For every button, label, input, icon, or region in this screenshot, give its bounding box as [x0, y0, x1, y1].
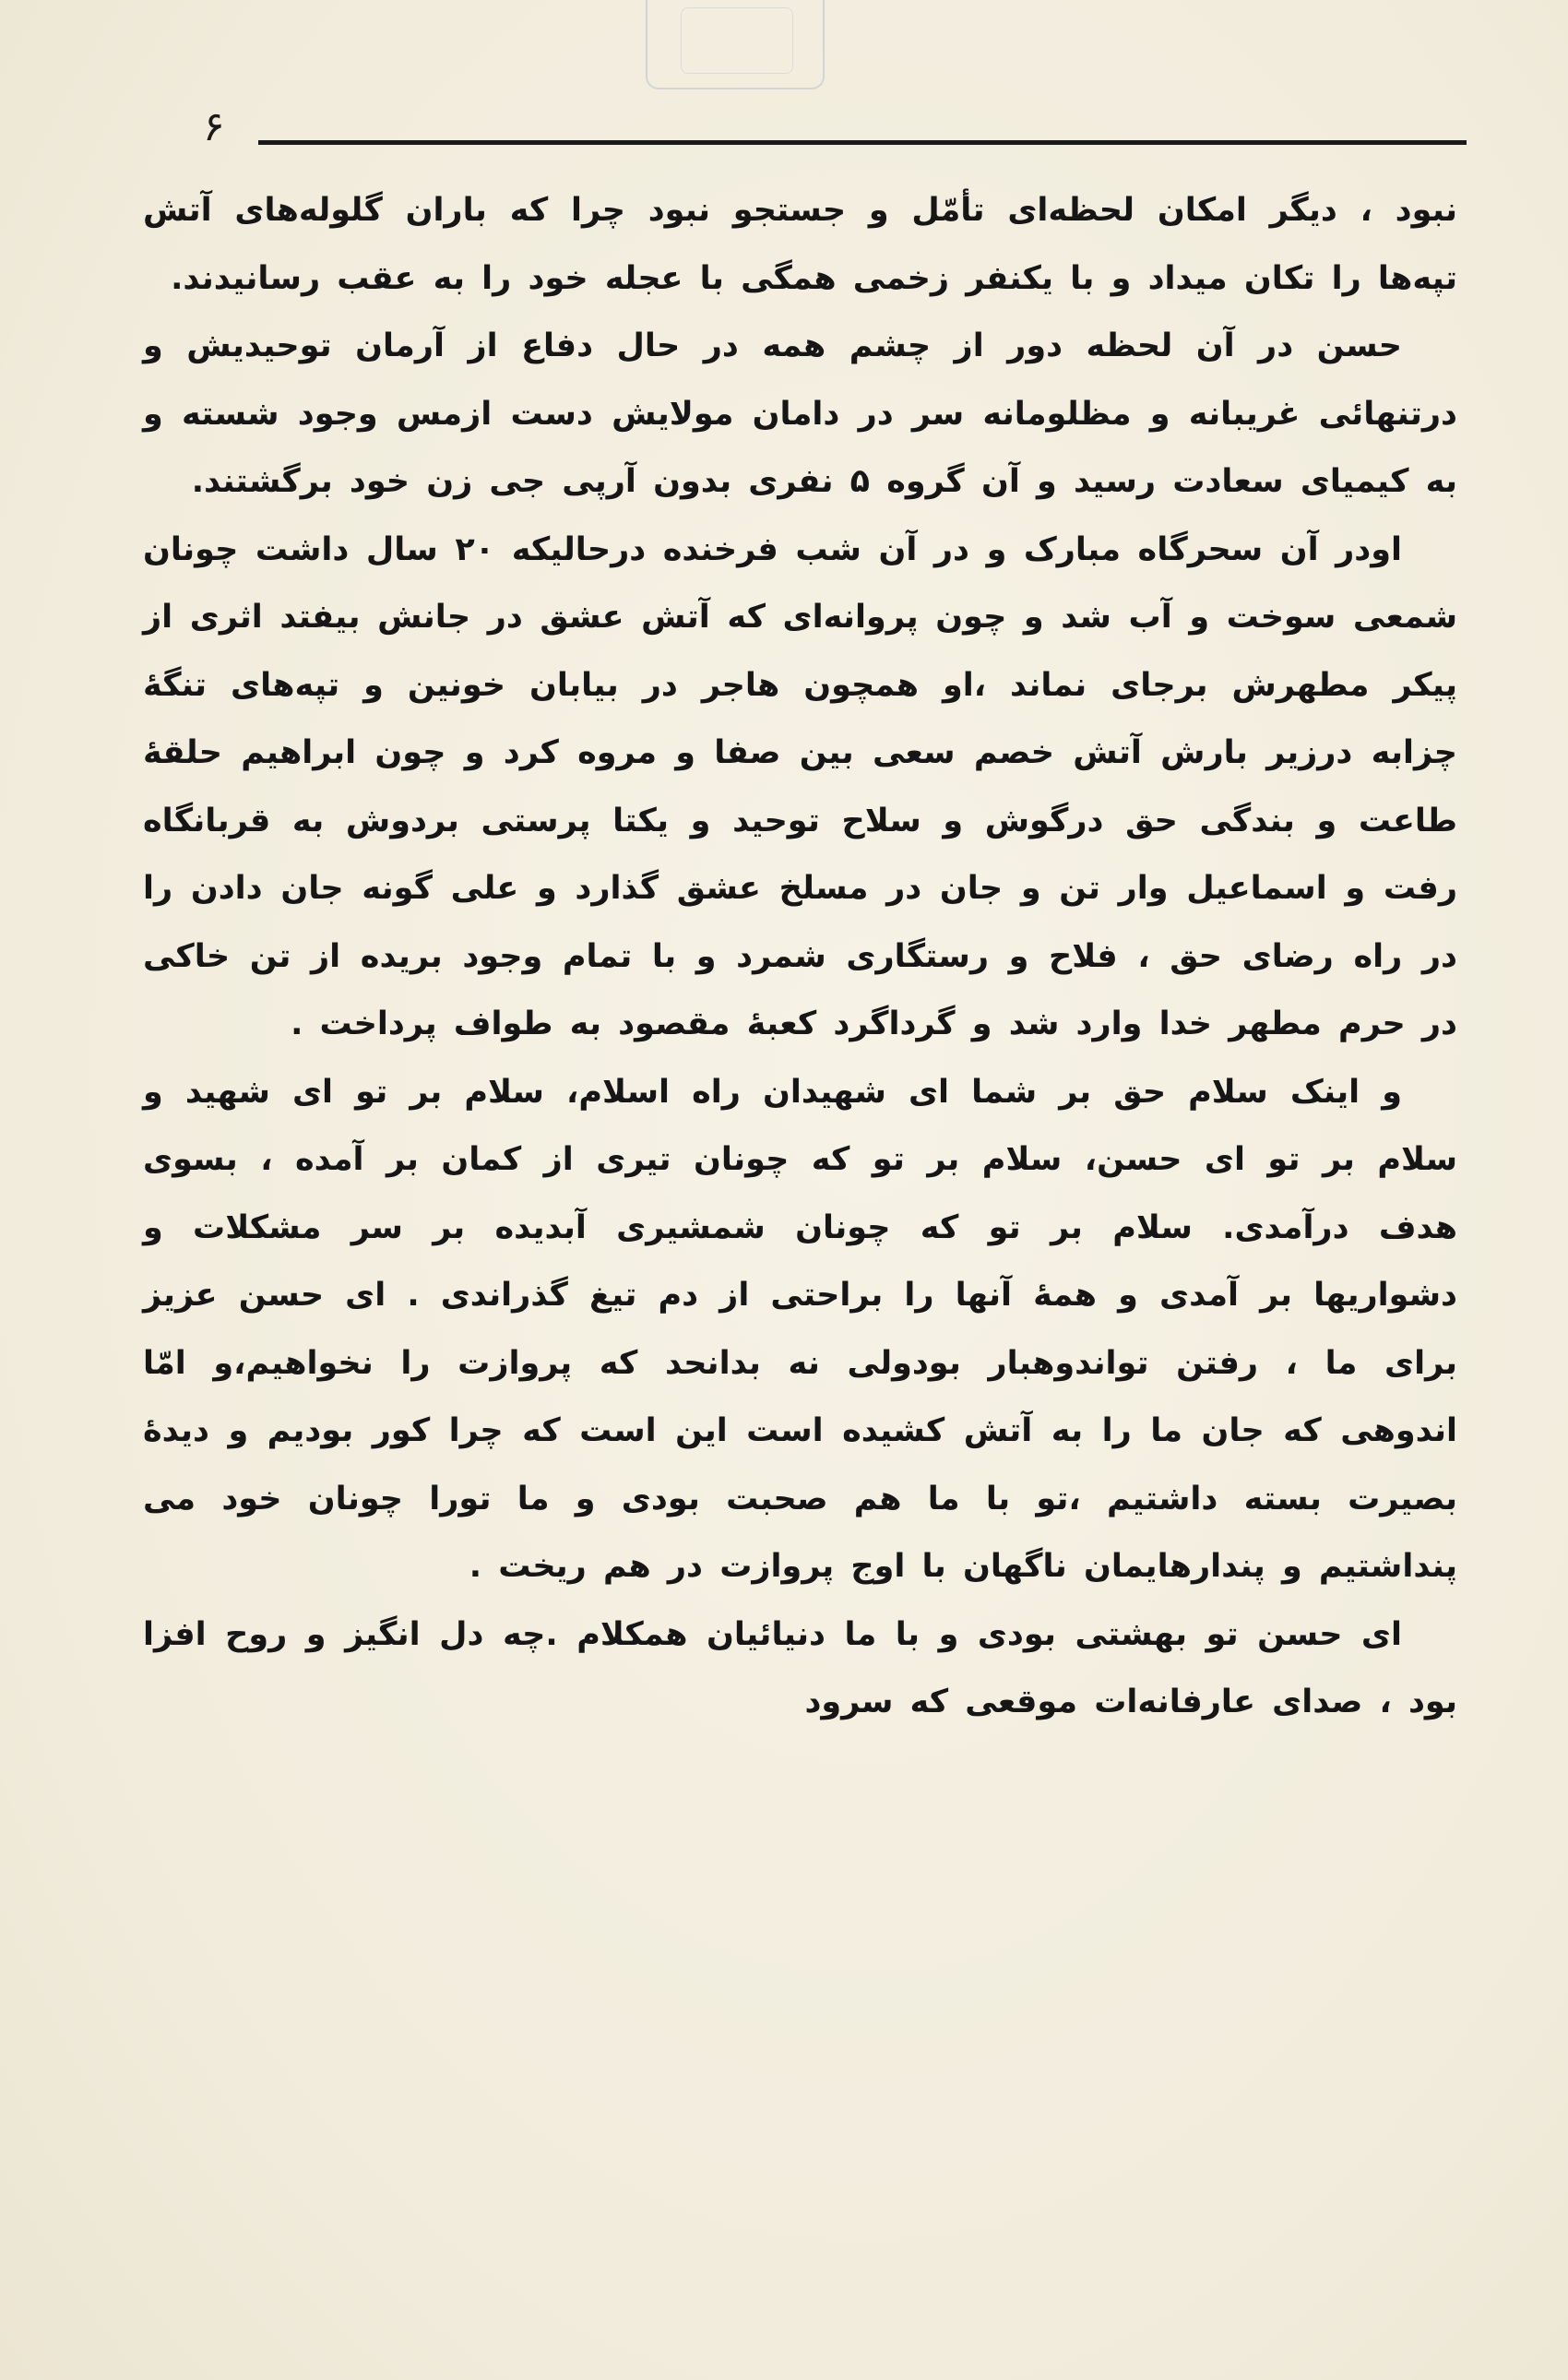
page-header — [138, 103, 1467, 159]
paragraph-2: حسن در آن لحظه دور از چشم همه در حال دفاع از آرمان توحیدیش و درتنهائی غریبانه و مظلومانه سر در دامان مولایش دست ازمس وجود شسته و به کیمیای سعادت رسید و آن گروه ۵ نفری بدون آرپی جی زن خود برگشتند. — [143, 327, 1457, 500]
header-rule — [258, 140, 1467, 145]
page-number: ۶ — [203, 103, 225, 150]
paragraph-1: نبود ، دیگر امکان لحظه‌ای تأمّل و جستجو نبود چرا که باران گلوله‌های آتش تپه‌ها را تکان میداد و با یکنفر زخمی همگی با عجله خود را به عقب رسانیدند. — [143, 192, 1457, 297]
body-text — [143, 177, 1457, 1737]
paragraph-3: اودر آن سحرگاه مبارک و در آن شب فرخنده درحالیکه ۲۰ سال داشت چونان شمعی سوخت و آب شد و چون پروانه‌ای که آتش عشق در جانش بیفتد اثری از پیکر مطهرش برجای نماند ،او همچون هاجر در بیابان خونین و تپه‌های تنگهٔ چزابه درزیر بارش آتش خصم سعی بین صفا و مروه کرد و چون ابراهیم حلقهٔ طاعت و بندگی حق درگوش و سلاح توحید و یکتا پرستی بردوش به قربانگاه رفت و اسماعیل وار تن و جان در مسلخ عشق گذارد و علی گونه جان دادن را در راه رضای حق ، فلاح و رستگاری شمرد و با تمام وجود بریده از تن خاکی در حرم مطهر خدا وارد شد و گرداگرد کعبهٔ مقصود به طواف پرداخت . — [143, 530, 1457, 1042]
library-stamp-inner — [681, 7, 793, 74]
paragraph-4: و اینک سلام حق بر شما ای شهیدان راه اسلام، سلام بر تو ای شهید و سلام بر تو ای حسن، سلام بر تو که چونان تیری از کمان بر آمده ، بسوی هدف درآمدی. سلام بر تو که چونان شمشیری آبدیده بر سر مشکلات و دشواریها بر آمدی و همهٔ آنها را براحتی از دم تیغ گذراندی . ای حسن عزیز برای ما ، رفتن تواندوهبار بودولی نه بدانحد که پروازت را نخواهیم،و امّا اندوهی که جان ما را به آتش کشیده است این است که چرا کور بودیم و دیدهٔ بصیرت بسته داشتیم ،تو با ما هم صحبت بودی و ما تورا چونان خود می پنداشتیم و پندارهایمان ناگهان با اوج پروازت در هم ریخت . — [143, 1073, 1457, 1585]
paragraph-5: ای حسن تو بهشتی بودی و با ما دنیائیان همکلام .چه دل انگیز و روح افزا بود ، صدای عارفانه‌ات موقعی که سرود — [143, 1615, 1457, 1720]
